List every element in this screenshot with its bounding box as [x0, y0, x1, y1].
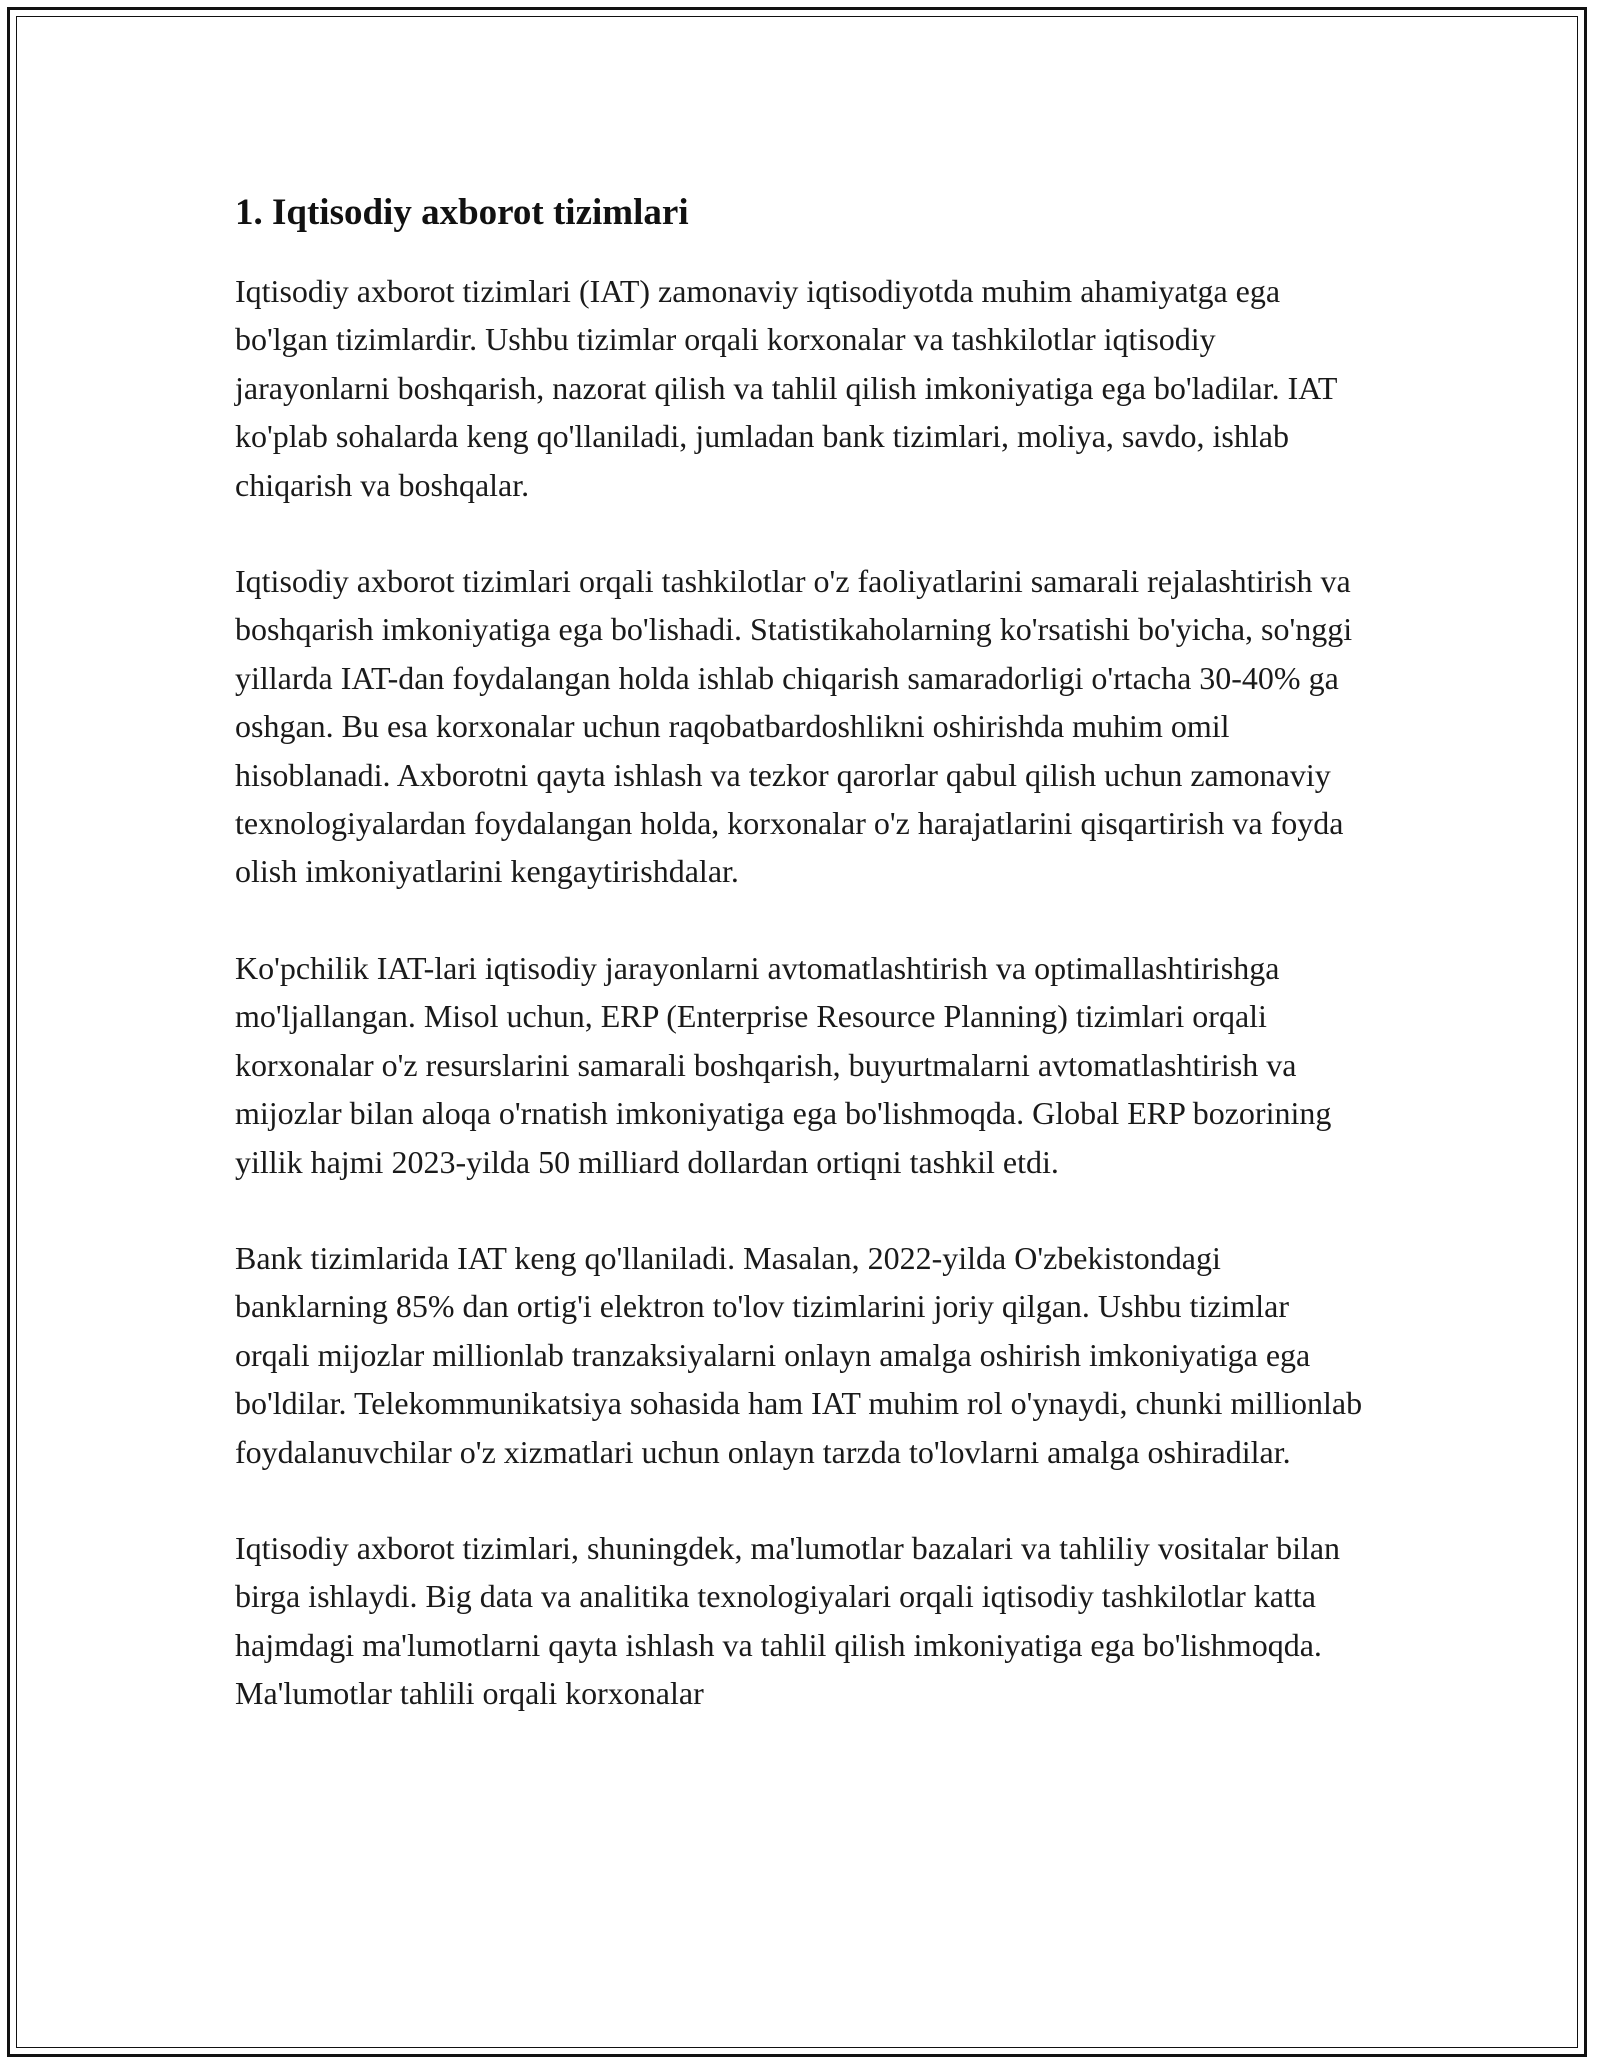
- paragraph-3: Ko'pchilik IAT-lari iqtisodiy jarayonlarni avtomatlashtirish va optimallashtirishga mo'ljallangan. Misol uchun, ERP (Enterprise Resource Planning) tizimlari orqali korxonalar o'z resurslarini samarali boshqarish, buyurtmalarni avtomatlashtirish va mijozlar bilan aloqa o'rnatish imkoniyatiga ega bo'lishmoqda. Global ERP bozorining yillik hajmi 2023-yilda 50 milliard dollardan ortiqni tashkil etdi.: [235, 949, 1332, 1180]
- section-heading: 1. Iqtisodiy axborot tizimlari: [235, 192, 689, 233]
- document-body: [235, 185, 1365, 1718]
- paragraph-4: Bank tizimlarida IAT keng qo'llaniladi. Masalan, 2022-yilda O'zbekistondagi banklarning 85% dan ortig'i elektron to'lov tizimlarini joriy qilgan. Ushbu tizimlar orqali mijozlar millionlab tranzaksiyalarni onlayn amalga oshirish imkoniyatiga ega bo'ldilar. Telekommunikatsiya sohasida ham IAT muhim rol o'ynaydi, chunki millionlab foydalanuvchilar o'z xizmatlari uchun onlayn tarzda to'lovlarni amalga oshiradilar.: [235, 1239, 1363, 1470]
- paragraph-5: Iqtisodiy axborot tizimlari, shuningdek, ma'lumotlar bazalari va tahliliy vositalar bilan birga ishlaydi. Big data va analitika texnologiyalari orqali iqtisodiy tashkilotlar katta hajmdagi ma'lumotlarni qayta ishlash va tahlil qilish imkoniyatiga ega bo'lishmoqda. Ma'lumotlar tahlili orqali korxonalar: [235, 1529, 1341, 1712]
- paragraph-2: Iqtisodiy axborot tizimlari orqali tashkilotlar o'z faoliyatlarini samarali rejalashtirish va boshqarish imkoniyatiga ega bo'lishadi. Statistikaholarning ko'rsatishi bo'yicha, so'nggi yillarda IAT-dan foydalangan holda ishlab chiqarish samaradorligi o'rtacha 30-40% ga oshgan. Bu esa korxonalar uchun raqobatbardoshlikni oshirishda muhim omil hisoblanadi. Axborotni qayta ishlash va tezkor qarorlar qabul qilish uchun zamonaviy texnologiyalardan foydalangan holda, korxonalar o'z harajatlarini qisqartirish va foyda olish imkoniyatlarini kengaytirishdalar.: [235, 563, 1353, 890]
- paragraph-1: Iqtisodiy axborot tizimlari (IAT) zamonaviy iqtisodiyotda muhim ahamiyatga ega bo'lgan tizimlardir. Ushbu tizimlar orqali korxonalar va tashkilotlar iqtisodiy jarayonlarni boshqarish, nazorat qilish va tahlil qilish imkoniyatiga ega bo'ladilar. IAT ko'plab sohalarda keng qo'llaniladi, jumladan bank tizimlari, moliya, savdo, ishlab chiqarish va boshqalar.: [235, 273, 1337, 503]
